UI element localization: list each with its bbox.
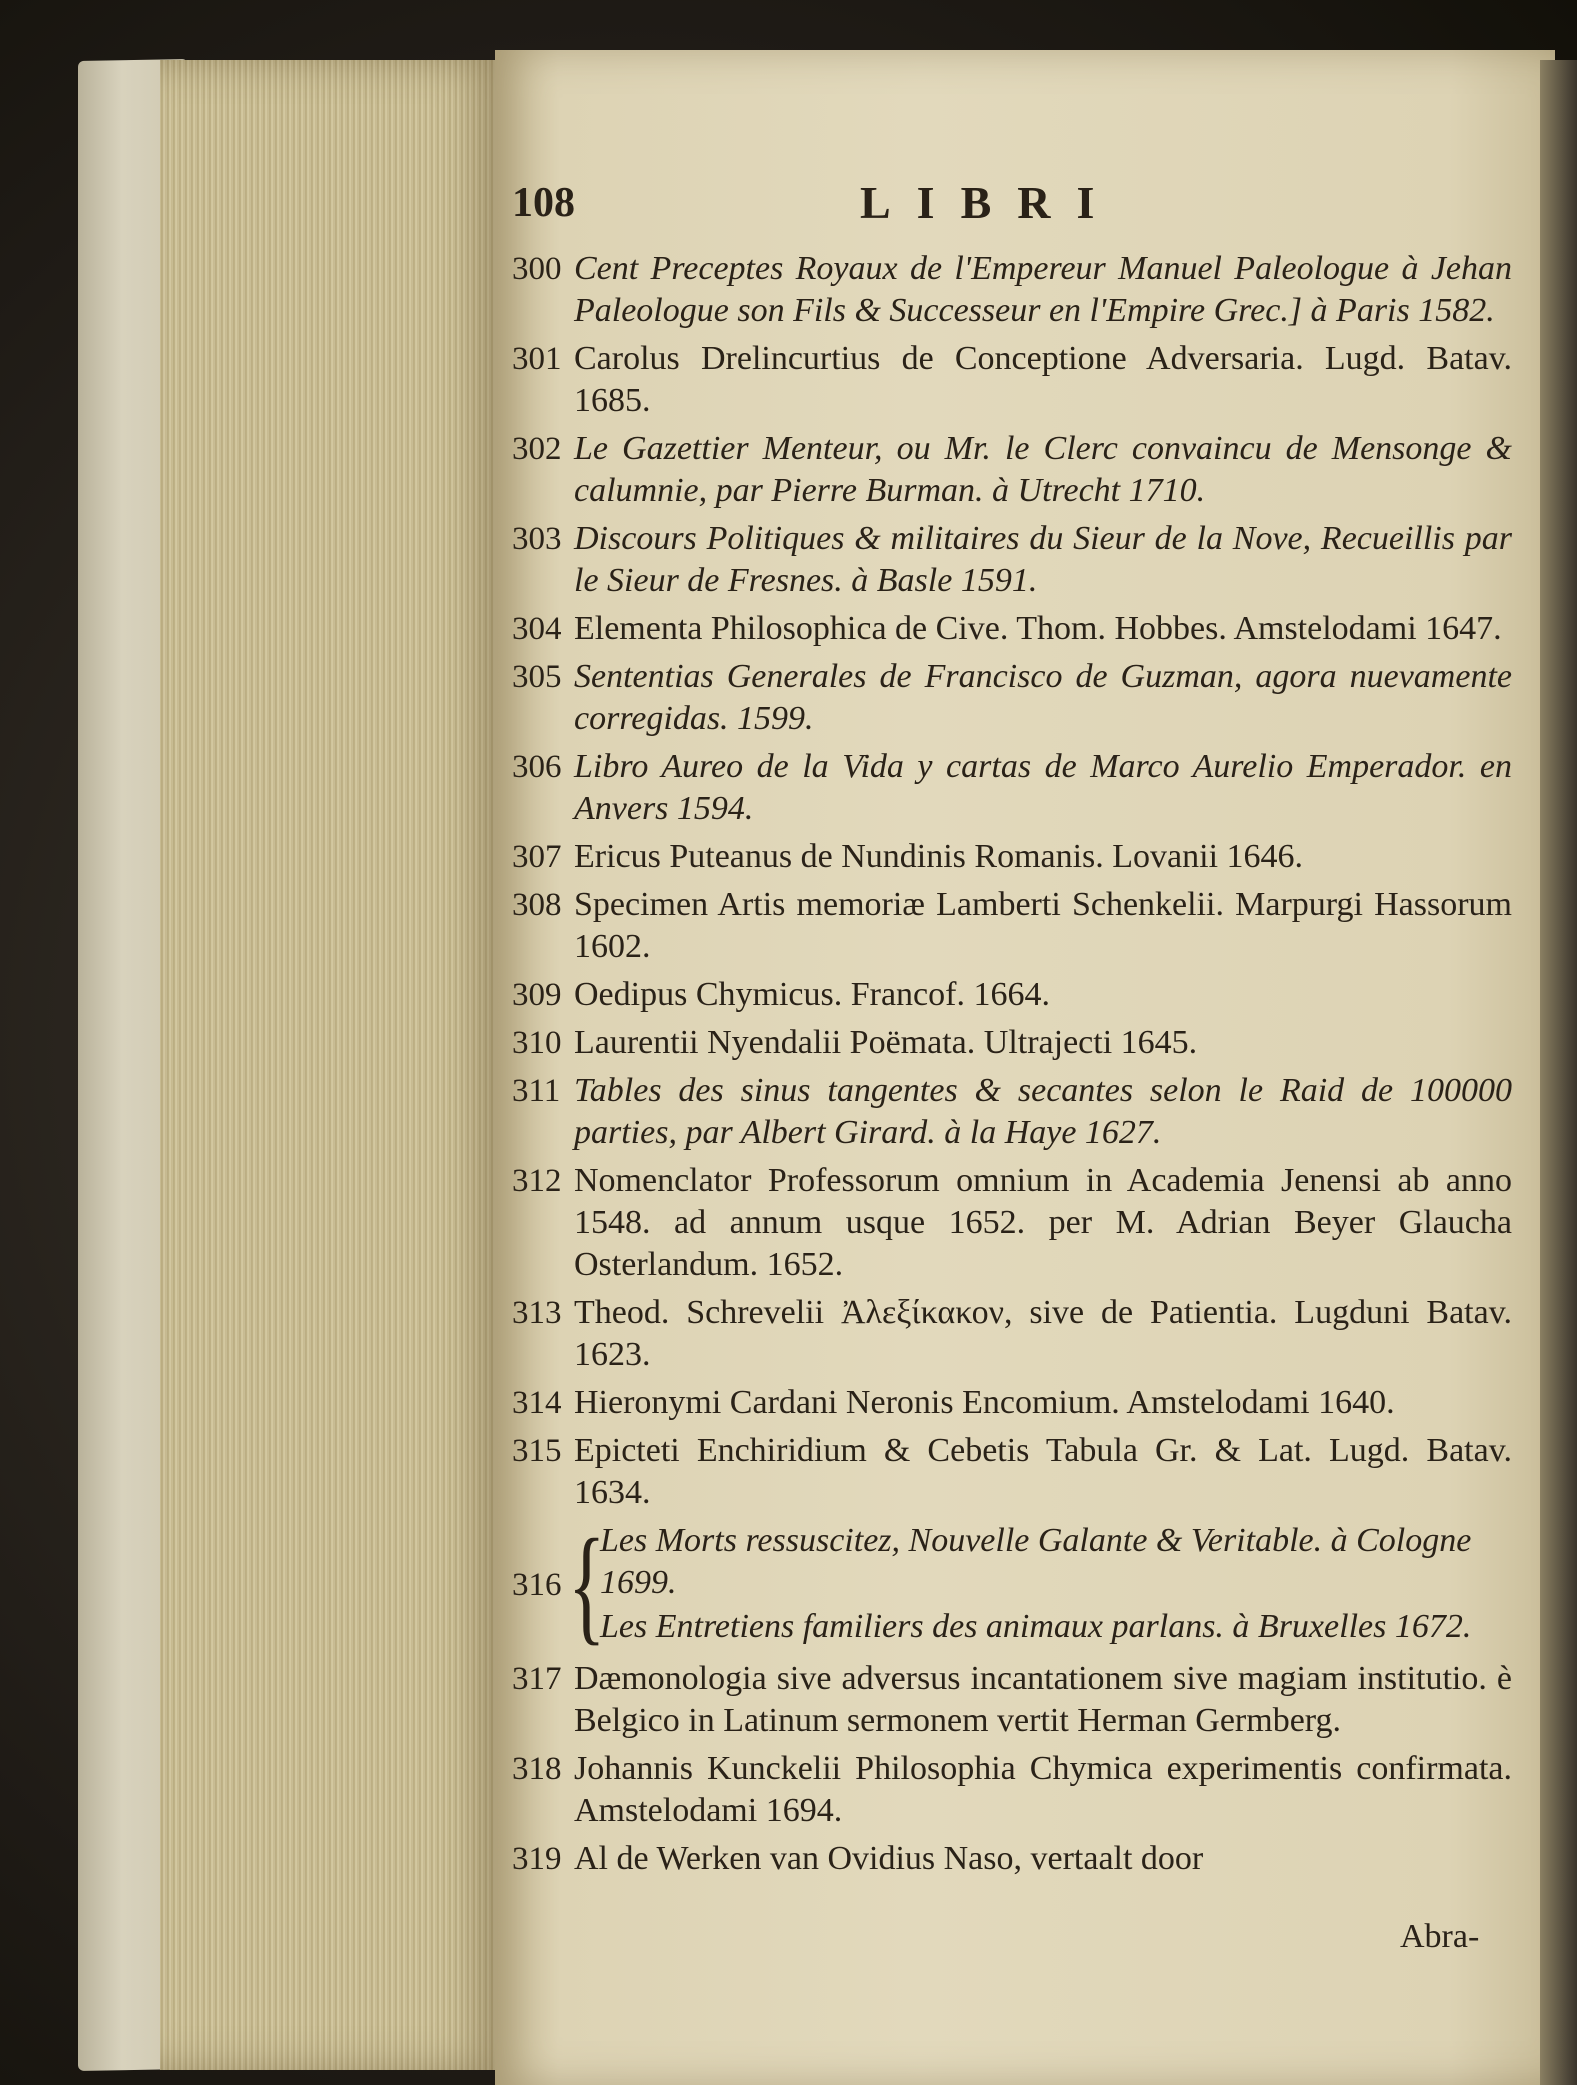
entry-number: 319 bbox=[512, 1841, 562, 1877]
catalogue-entry bbox=[512, 746, 1512, 830]
catalogue-entry bbox=[512, 608, 1512, 650]
entry-text: Johannis Kunckelii Philosophia Chymica experimentis confirmata. Amstelodami 1694. bbox=[574, 1750, 1512, 1829]
entry-number: 301 bbox=[512, 341, 562, 377]
entry-316-items bbox=[600, 1520, 1512, 1650]
entry-number: 317 bbox=[512, 1661, 562, 1697]
entry-text: Theod. Schrevelii Ἀλεξίκακον, sive de Patientia. Lugduni Batav. 1623. bbox=[574, 1294, 1512, 1373]
catalogue-entry bbox=[512, 1658, 1512, 1742]
catalogue-entry bbox=[512, 884, 1512, 968]
entry-number: 315 bbox=[512, 1433, 562, 1469]
entry-number: 307 bbox=[512, 839, 562, 875]
sub-entry: Les Entretiens familiers des animaux parlans. à Bruxelles 1672. bbox=[600, 1608, 1472, 1645]
catalogue-entry bbox=[512, 518, 1512, 602]
entry-text: Dæmonologia sive adversus incantationem sive magiam institutio. è Belgico in Latinum sermonem vertit Herman Germberg. bbox=[574, 1660, 1512, 1739]
entry-text: Epicteti Enchiridium & Cebetis Tabula Gr. & Lat. Lugd. Batav. 1634. bbox=[574, 1432, 1512, 1511]
entry-number: 303 bbox=[512, 521, 562, 557]
catalogue-entry bbox=[512, 1430, 1512, 1514]
entry-text: Laurentii Nyendalii Poëmata. Ultrajecti 1645. bbox=[574, 1024, 1198, 1061]
entry-text: Cent Preceptes Royaux de l'Empereur Manuel Paleologue à Jehan Paleologue son Fils & Successeur en l'Empire Grec.] à Paris 1582. bbox=[574, 250, 1512, 329]
entry-number: 314 bbox=[512, 1385, 562, 1421]
sub-entry: Les Morts ressuscitez, Nouvelle Galante & Veritable. à Cologne 1699. bbox=[600, 1522, 1472, 1601]
entry-number: 309 bbox=[512, 977, 562, 1013]
entry-text: Carolus Drelincurtius de Conceptione Adversaria. Lugd. Batav. 1685. bbox=[574, 340, 1512, 419]
facing-page-edge bbox=[1540, 60, 1577, 2085]
catalogue-entry bbox=[512, 974, 1512, 1016]
catalogue-entry bbox=[512, 428, 1512, 512]
entry-text: Tables des sinus tangentes & secantes selon le Raid de 100000 parties, par Albert Girard. à la Haye 1627. bbox=[574, 1072, 1512, 1151]
entry-number: 311 bbox=[512, 1073, 561, 1109]
catalogue-entry-316 bbox=[512, 1513, 1512, 1657]
catalogue-entry bbox=[512, 248, 1512, 332]
entry-number: 310 bbox=[512, 1025, 562, 1061]
catalogue-entry bbox=[512, 656, 1512, 740]
entry-text: Libro Aureo de la Vida y cartas de Marco Aurelio Emperador. en Anvers 1594. bbox=[574, 748, 1512, 827]
entry-number: 302 bbox=[512, 431, 562, 467]
running-title: LIBRI bbox=[860, 177, 1121, 228]
catalogue-entry bbox=[512, 1838, 1512, 1880]
entry-number: 306 bbox=[512, 749, 562, 785]
entry-text: Al de Werken van Ovidius Naso, vertaalt door bbox=[574, 1840, 1204, 1877]
entry-number: 300 bbox=[512, 251, 562, 287]
entry-text: Hieronymi Cardani Neronis Encomium. Amstelodami 1640. bbox=[574, 1384, 1395, 1421]
page-edges bbox=[160, 60, 510, 2070]
entry-text: Sententias Generales de Francisco de Guzman, agora nuevamente corregidas. 1599. bbox=[574, 658, 1512, 737]
brace-icon: { bbox=[568, 1513, 606, 1657]
entry-text: Elementa Philosophica de Cive. Thom. Hobbes. Amstelodami 1647. bbox=[574, 610, 1502, 647]
catalogue-entries bbox=[512, 248, 1512, 1514]
entry-text: Oedipus Chymicus. Francof. 1664. bbox=[574, 976, 1050, 1013]
catalogue-entry bbox=[512, 1022, 1512, 1064]
entry-number: 305 bbox=[512, 659, 562, 695]
catalogue-entry bbox=[512, 338, 1512, 422]
entry-text: Discours Politiques & militaires du Sieur de la Nove, Recueillis par le Sieur de Fresnes. à Basle 1591. bbox=[574, 520, 1512, 599]
catalogue-entry bbox=[512, 1070, 1512, 1154]
page-number: 108 bbox=[512, 180, 575, 226]
catalogue-entries-continued bbox=[512, 1658, 1512, 1880]
text-block bbox=[512, 177, 1512, 1886]
entry-number: 304 bbox=[512, 611, 562, 647]
entry-text: Ericus Puteanus de Nundinis Romanis. Lovanii 1646. bbox=[574, 838, 1304, 875]
catalogue-entry bbox=[512, 836, 1512, 878]
entry-number: 313 bbox=[512, 1295, 562, 1331]
catalogue-entry bbox=[512, 1292, 1512, 1376]
entry-number: 312 bbox=[512, 1163, 562, 1199]
catalogue-entry bbox=[512, 1160, 1512, 1286]
entry-text: Nomenclator Professorum omnium in Academia Jenensi ab anno 1548. ad annum usque 1652. per M. Adrian Beyer Glaucha Osterlandum. 1652. bbox=[574, 1162, 1512, 1283]
entry-number: 316 bbox=[512, 1567, 562, 1603]
entry-number: 318 bbox=[512, 1751, 562, 1787]
catalogue-entry bbox=[512, 1382, 1512, 1424]
entry-number: 308 bbox=[512, 887, 562, 923]
catchword: Abra- bbox=[1400, 1918, 1480, 1955]
entry-text: Le Gazettier Menteur, ou Mr. le Clerc convaincu de Mensonge & calumnie, par Pierre Burman. à Utrecht 1710. bbox=[574, 430, 1512, 509]
page-header bbox=[512, 177, 1512, 242]
entry-text: Specimen Artis memoriæ Lamberti Schenkelii. Marpurgi Hassorum 1602. bbox=[574, 886, 1512, 965]
catalogue-entry bbox=[512, 1748, 1512, 1832]
